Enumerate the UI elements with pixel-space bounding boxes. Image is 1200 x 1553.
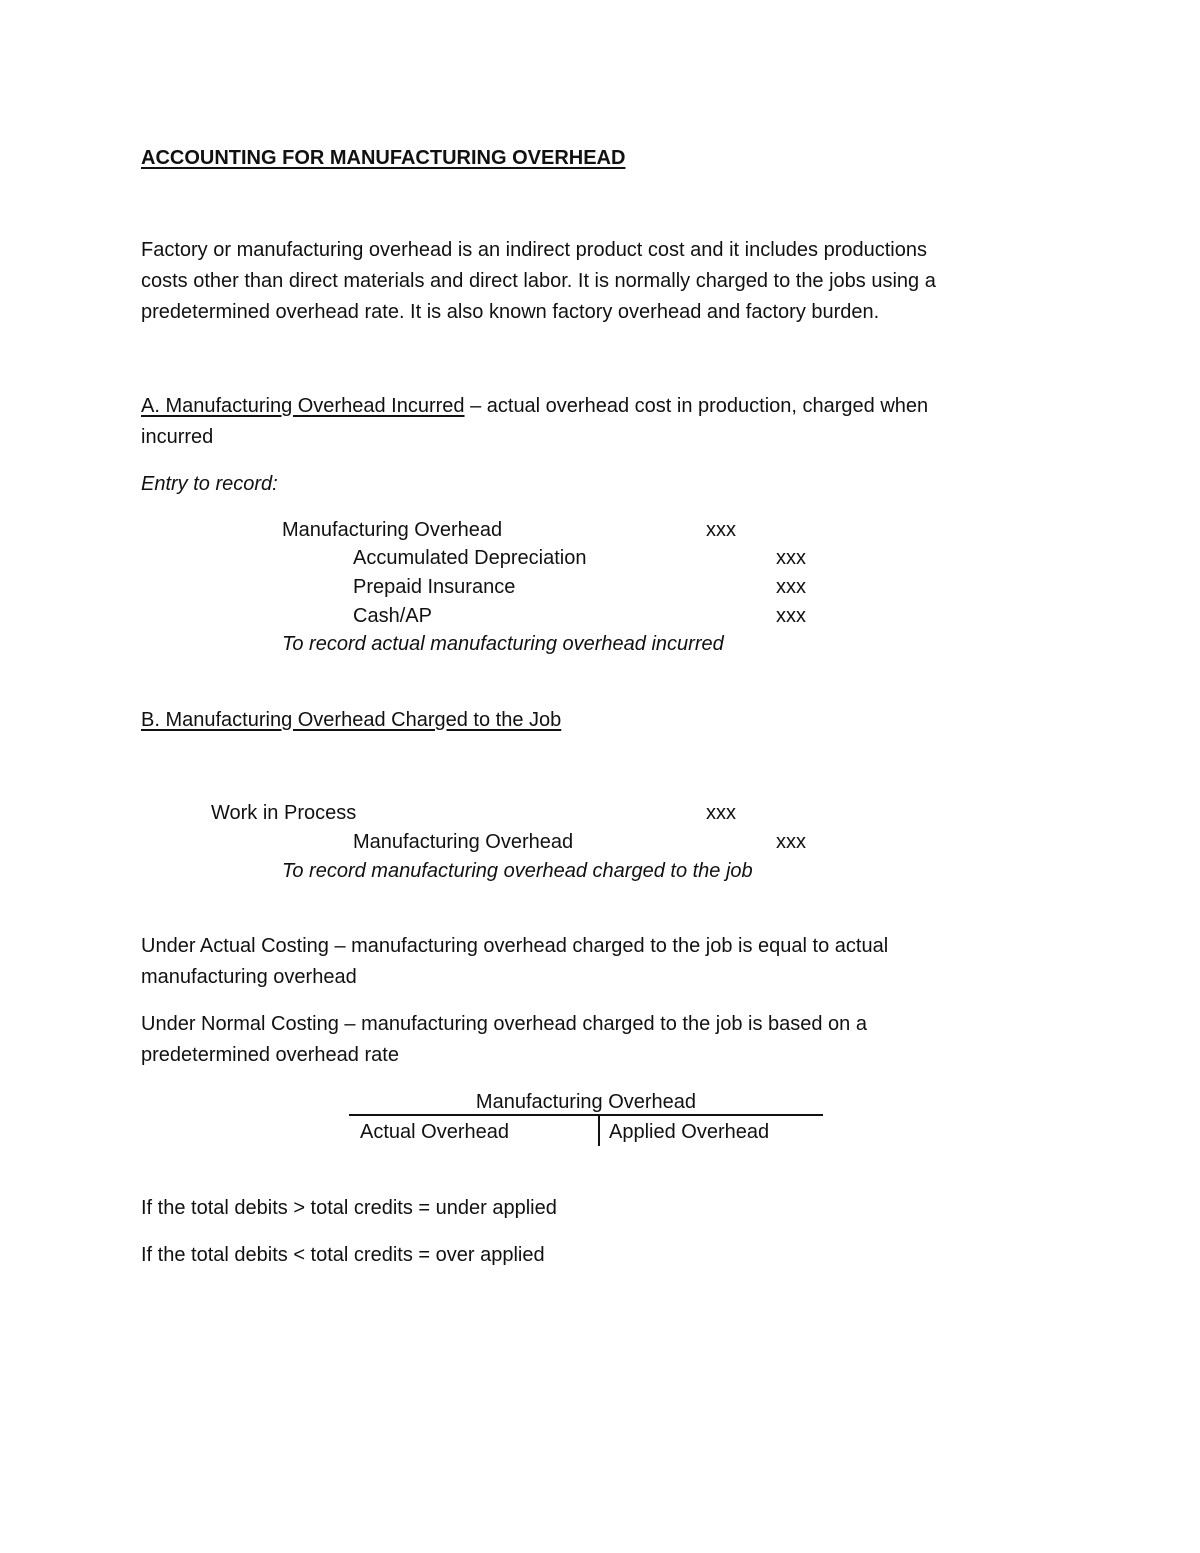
- section-b-heading: B. Manufacturing Overhead Charged to the Job: [141, 709, 562, 731]
- t-account-credit-side: Applied Overhead: [609, 1121, 770, 1143]
- journal-a-credit-amount-2: xxx: [776, 576, 806, 598]
- journal-b-debit-amount: xxx: [706, 802, 736, 824]
- t-account-title: Manufacturing Overhead: [475, 1091, 697, 1113]
- section-a-description: – actual overhead cost in production, charged when: [470, 395, 929, 417]
- section-a-heading: A. Manufacturing Overhead Incurred: [141, 395, 465, 417]
- journal-b-memo: To record manufacturing overhead charged to the job: [282, 860, 753, 882]
- journal-a-credit-account-3: Cash/AP: [353, 605, 432, 627]
- journal-a-debit-amount: xxx: [706, 519, 736, 541]
- journal-a-credit-account-1: Accumulated Depreciation: [353, 547, 587, 569]
- section-a-heading-line: [141, 396, 928, 416]
- journal-a-debit-account: Manufacturing Overhead: [282, 519, 503, 541]
- intro-line-1: Factory or manufacturing overhead is an indirect product cost and it includes productions: [141, 239, 927, 261]
- journal-b-credit-account: Manufacturing Overhead: [353, 831, 574, 853]
- journal-b-debit-account: Work in Process: [211, 802, 357, 824]
- journal-b-credit-amount: xxx: [776, 831, 806, 853]
- journal-a-credit-amount-1: xxx: [776, 547, 806, 569]
- actual-costing-line-1: Under Actual Costing – manufacturing overhead charged to the job is equal to actual: [141, 935, 889, 957]
- intro-line-2: costs other than direct materials and direct labor. It is normally charged to the jobs using a: [141, 270, 936, 292]
- intro-line-3: predetermined overhead rate. It is also known factory overhead and factory burden.: [141, 301, 880, 323]
- under-applied-rule: If the total debits > total credits = under applied: [141, 1197, 557, 1219]
- over-applied-rule: If the total debits < total credits = over applied: [141, 1244, 545, 1266]
- document-title: ACCOUNTING FOR MANUFACTURING OVERHEAD: [141, 147, 626, 169]
- t-account-divider: [598, 1116, 600, 1146]
- journal-a-credit-amount-3: xxx: [776, 605, 806, 627]
- entry-to-record-label: Entry to record:: [141, 473, 278, 495]
- journal-a-memo: To record actual manufacturing overhead incurred: [282, 633, 724, 655]
- t-account-top-rule: [349, 1114, 823, 1116]
- normal-costing-line-2: predetermined overhead rate: [141, 1044, 399, 1066]
- journal-a-credit-account-2: Prepaid Insurance: [353, 576, 516, 598]
- t-account-debit-side: Actual Overhead: [360, 1121, 509, 1143]
- normal-costing-line-1: Under Normal Costing – manufacturing overhead charged to the job is based on a: [141, 1013, 867, 1035]
- section-a-description-line-2: incurred: [141, 426, 214, 448]
- actual-costing-line-2: manufacturing overhead: [141, 966, 357, 988]
